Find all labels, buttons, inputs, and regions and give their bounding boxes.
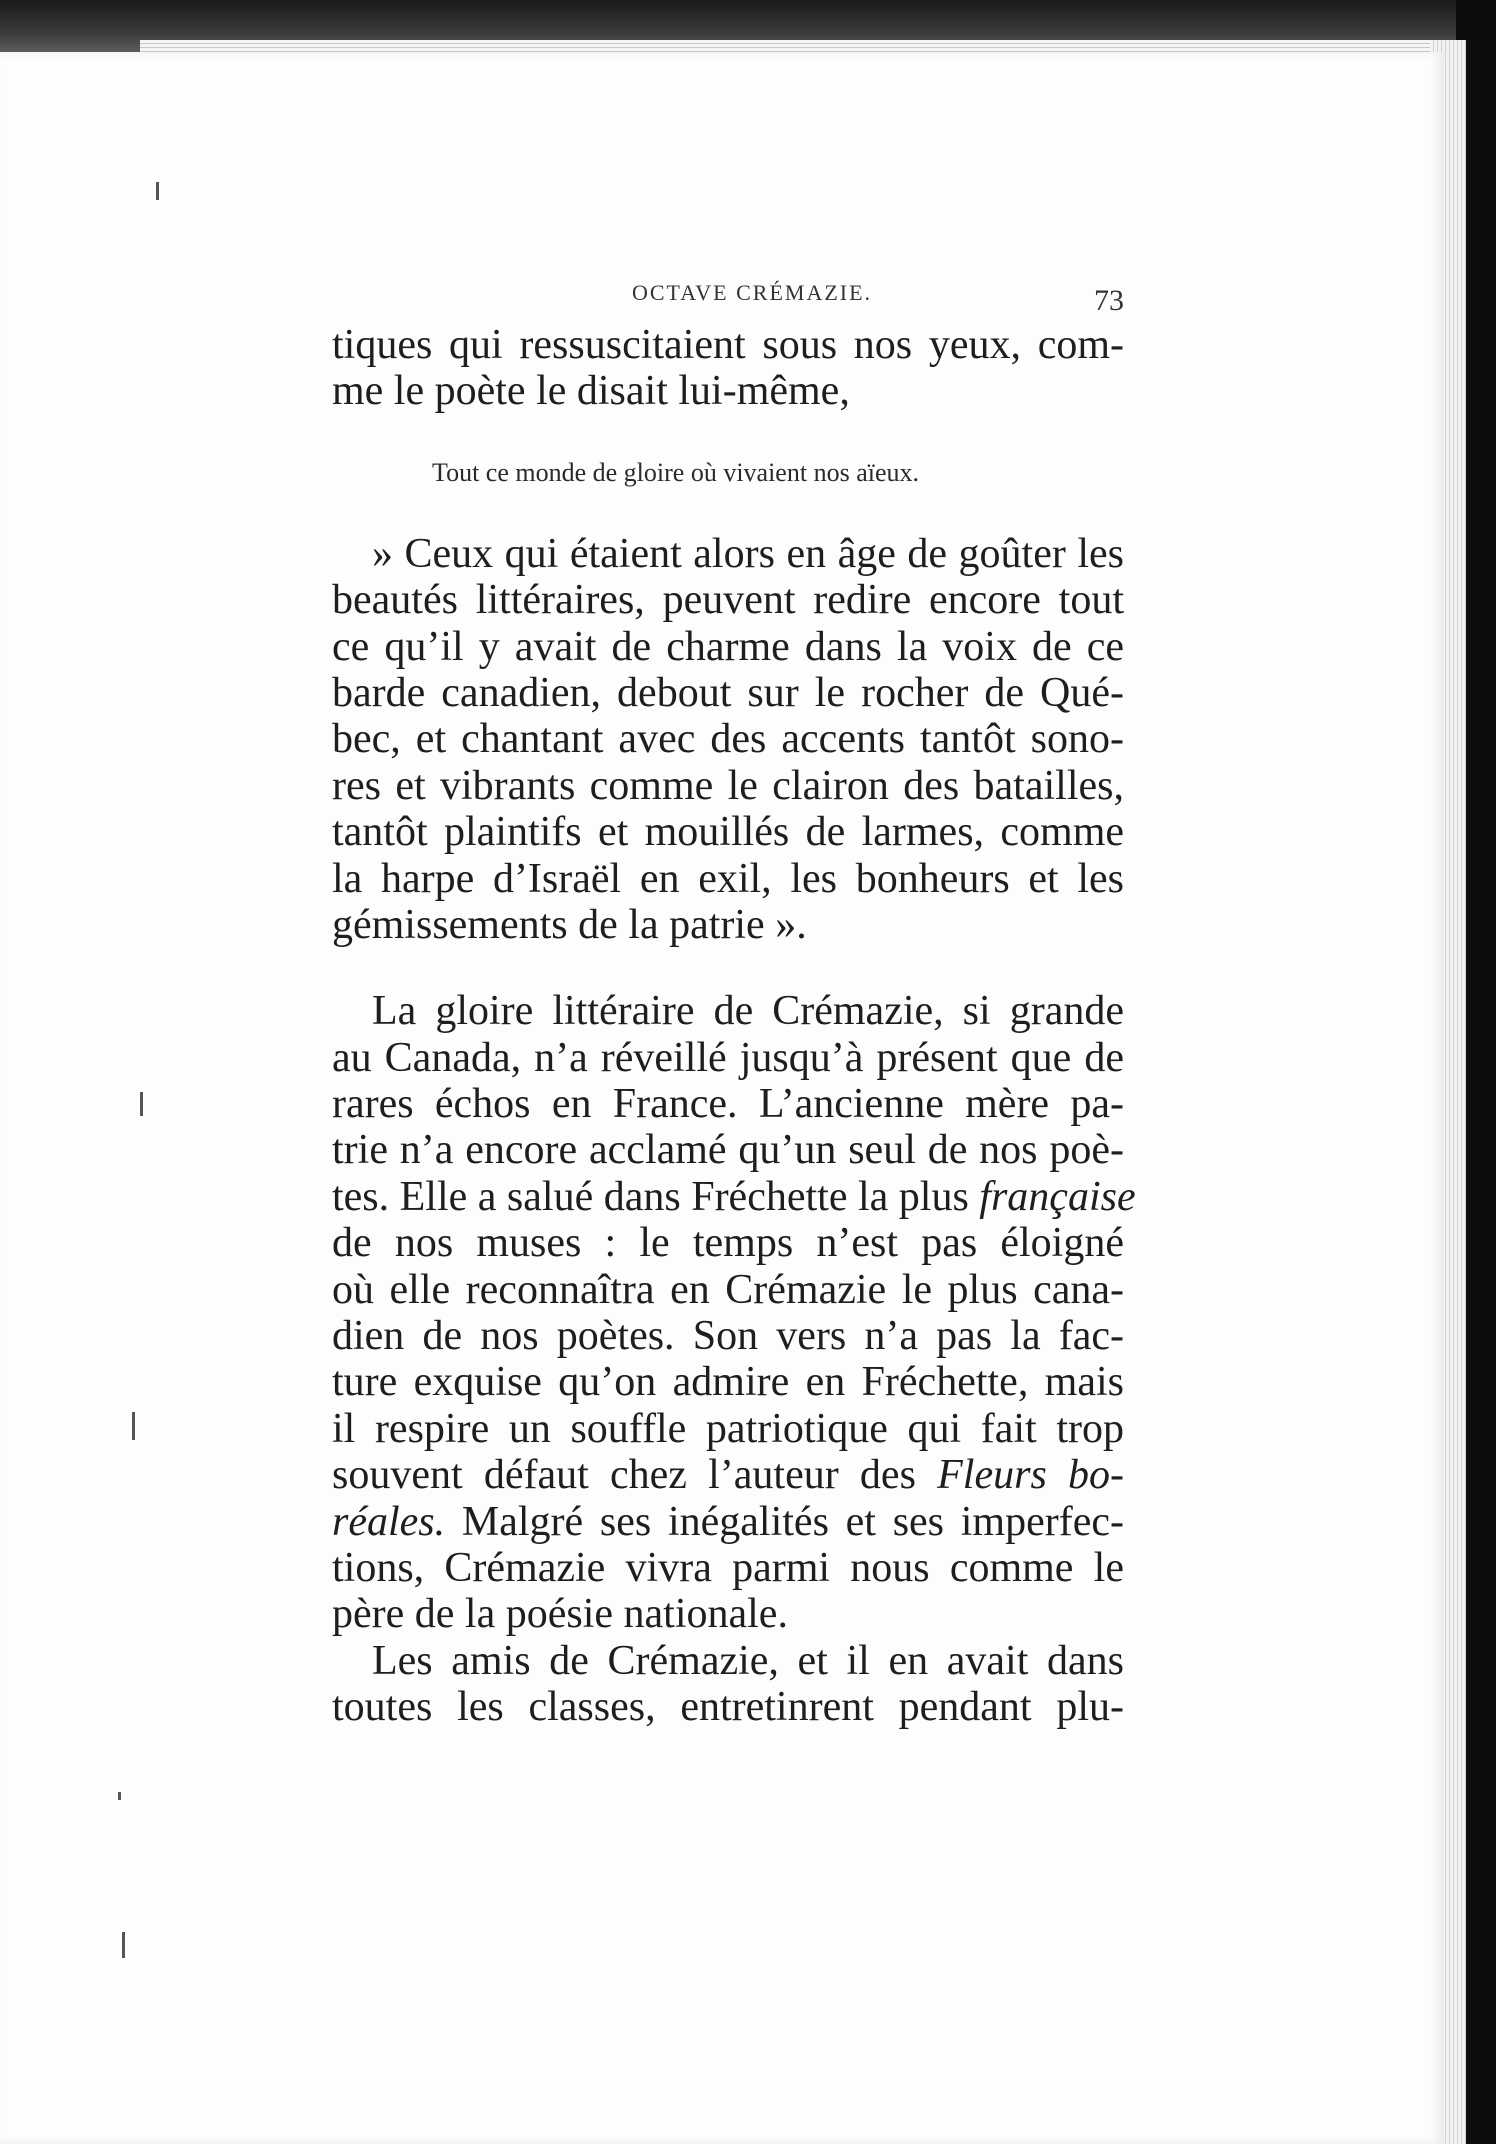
text-line: me le poète le disait lui-même,	[332, 368, 850, 415]
text-line: res et vibrants comme le clairon des batailles,	[332, 762, 1124, 809]
text-span: Malgré ses inégalités et ses imperfec-	[461, 1498, 1124, 1545]
page-number: 73	[1094, 284, 1124, 317]
paragraph-continuation	[332, 322, 1124, 415]
margin-mark	[156, 182, 159, 200]
italic-title: réales.	[332, 1498, 446, 1545]
text-line: beautés littéraires, peuvent redire encore tout	[332, 577, 1124, 624]
text-line: rares échos en France. L’ancienne mère pa-	[332, 1081, 1124, 1128]
text-line: trie n’a encore acclamé qu’un seul de nos poè-	[332, 1127, 1124, 1174]
text-span: tes. Elle a salué dans Fréchette la plus	[332, 1173, 969, 1220]
text-span: souvent défaut chez l’auteur des	[332, 1452, 916, 1499]
margin-mark	[140, 1092, 143, 1116]
text-line: ce qu’il y avait de charme dans la voix de ce	[332, 623, 1124, 670]
text-line: tions, Crémazie vivra parmi nous comme le	[332, 1544, 1124, 1591]
text-line: où elle reconnaîtra en Crémazie le plus cana-	[332, 1266, 1124, 1313]
text-line: la harpe d’Israël en exil, les bonheurs et les	[332, 855, 1124, 902]
text-line: ture exquise qu’on admire en Fréchette, mais	[332, 1359, 1124, 1406]
text-line: Les amis de Crémazie, et il en avait dans	[372, 1637, 1124, 1684]
text-line	[332, 1499, 1124, 1545]
text-line: au Canada, n’a réveillé jusqu’à présent que de	[332, 1034, 1124, 1081]
text-line: gémissements de la patrie ».	[332, 901, 807, 948]
text-line	[332, 1173, 1136, 1220]
text-line: tiques qui ressuscitaient sous nos yeux, com-	[332, 322, 1124, 368]
running-head	[332, 262, 1124, 322]
paragraph-quoted	[332, 531, 1124, 949]
text-line: il respire un souffle patriotique qui fait trop	[332, 1405, 1124, 1452]
text-line: barde canadien, debout sur le rocher de Qué-	[332, 669, 1124, 716]
paragraph-cremazie-glory	[332, 988, 1136, 1638]
text-line: toutes les classes, entretinrent pendant plu-	[332, 1684, 1124, 1731]
text-line: de nos muses : le temps n’est pas éloigné	[332, 1220, 1124, 1267]
margin-mark	[132, 1412, 135, 1440]
margin-mark	[122, 1932, 125, 1958]
paragraph-gap	[332, 948, 1124, 988]
text-line: tantôt plaintifs et mouillés de larmes, comme	[332, 809, 1124, 856]
text-line: père de la poésie nationale.	[332, 1591, 788, 1638]
margin-mark	[118, 1792, 121, 1800]
text-line: » Ceux qui étaient alors en âge de goûter les	[372, 530, 1124, 577]
text-line: dien de nos poètes. Son vers n’a pas la fac-	[332, 1313, 1124, 1360]
text-line: bec, et chantant avec des accents tantôt sono-	[332, 716, 1124, 763]
running-title: OCTAVE CRÉMAZIE.	[632, 280, 873, 305]
italic-title: Fleurs bo-	[937, 1452, 1124, 1499]
paragraph-friends	[332, 1638, 1124, 1731]
italic-word: française	[979, 1173, 1136, 1220]
page-text	[332, 262, 1136, 1731]
verse-quotation: Tout ce monde de gloire où vivaient nos aïeux.	[432, 457, 919, 487]
text-line	[332, 1452, 1124, 1498]
text-line: La gloire littéraire de Crémazie, si grande	[372, 988, 1124, 1035]
